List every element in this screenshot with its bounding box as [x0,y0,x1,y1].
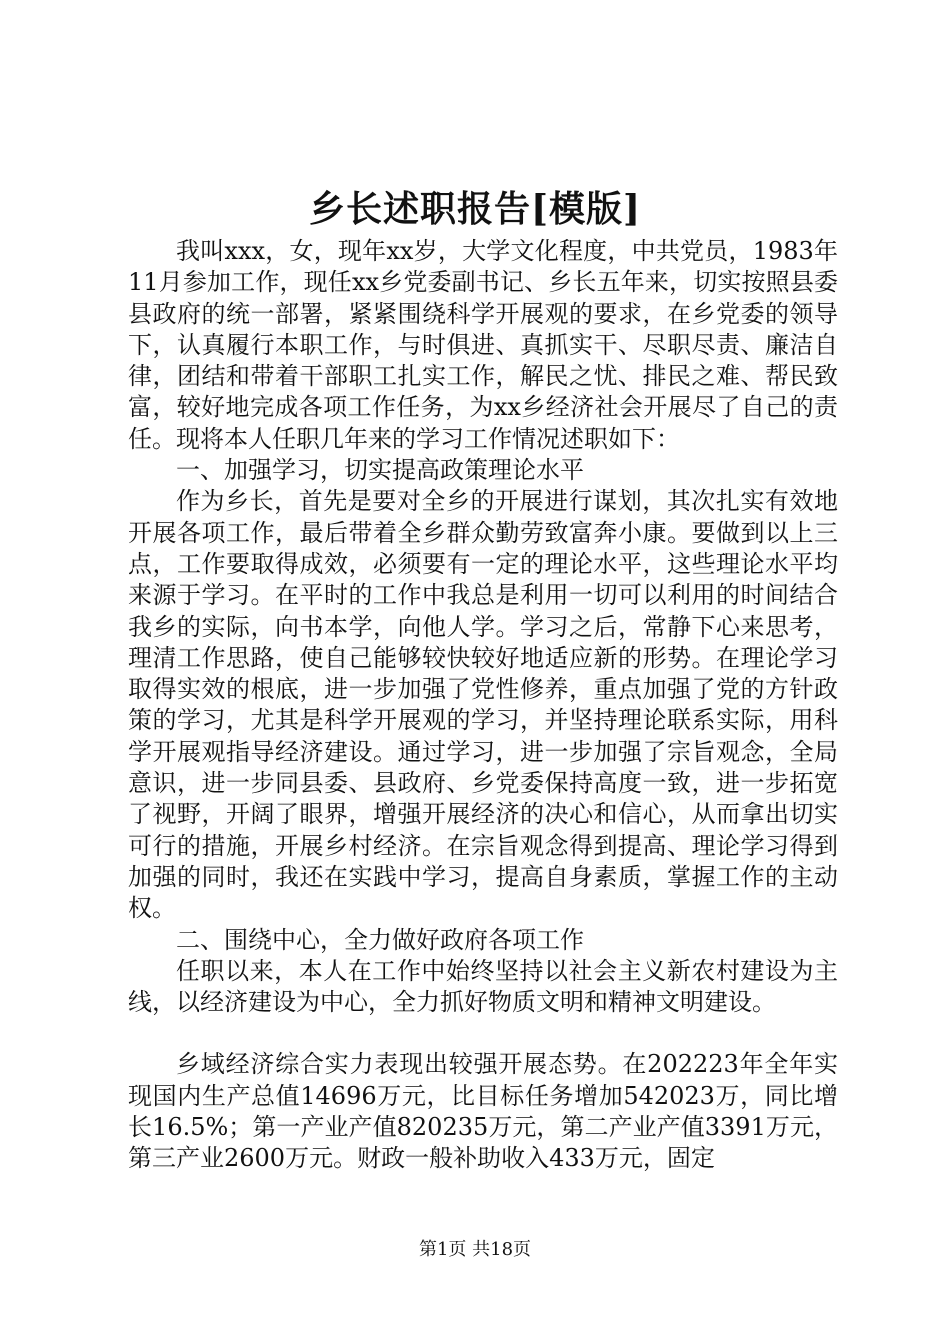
document-body [128,236,838,1175]
page-footer: 第1页 共18页 [418,1239,532,1260]
section-heading-1: 一、加强学习，切实提高政策理论水平 [176,456,584,485]
paragraph-economy: 乡域经济综合实力表现出较强开展态势。在202223年全年实现国内生产总值14696万元，比目标任务增加542023万，同比增长16.5%；第一产业产值820235万元，第二产业产值3391万元，第三产业2600万元。财政一般补助收入433万元，固定 [128,1050,838,1173]
paragraph-study: 作为乡长，首先是要对全乡的开展进行谋划，其次扎实有效地开展各项工作，最后带着全乡群众勤劳致富奔小康。要做到以上三点，工作要取得成效，必须要有一定的理论水平，这些理论水平均来源于学习。在平时的工作中我总是利用一切可以利用的时间结合我乡的实际，向书本学，向他人学。学习之后，常静下心来思考，理清工作思路，使自己能够较快较好地适应新的形势。在理论学习取得实效的根底，进一步加强了党性修养，重点加强了党的方针政策的学习，尤其是科学开展观的学习，并坚持理论联系实际，用科学开展观指导经济建设。通过学习，进一步加强了宗旨观念，全局意识，进一步同县委、县政府、乡党委保持高度一致，进一步拓宽了视野，开阔了眼界，增强开展经济的决心和信心，从而拿出切实可行的措施，开展乡村经济。在宗旨观念得到提高、理论学习得到加强的同时，我还在实践中学习，提高自身素质，掌握工作的主动权。 [128,487,838,923]
document-title: 乡长述职报告[模版] [308,188,642,230]
section-heading-2: 二、围绕中心，全力做好政府各项工作 [176,925,584,954]
paragraph-mainline: 任职以来，本人在工作中始终坚持以社会主义新农村建设为主线，以经济建设为中心，全力抓好物质文明和精神文明建设。 [128,956,838,1017]
paragraph-intro: 我叫xxx，女，现年xx岁，大学文化程度，中共党员，1983年11月参加工作，现任xx乡党委副书记、乡长五年来，切实按照县委县政府的统一部署，紧紧围绕科学开展观的要求，在乡党委的领导下，认真履行本职工作，与时俱进、真抓实干、尽职尽责、廉洁自律，团结和带着干部职工扎实工作，解民之忧、排民之难、帮民致富，较好地完成各项工作任务，为xx乡经济社会开展尽了自己的责任。现将本人任职几年来的学习工作情况述职如下： [128,237,838,453]
